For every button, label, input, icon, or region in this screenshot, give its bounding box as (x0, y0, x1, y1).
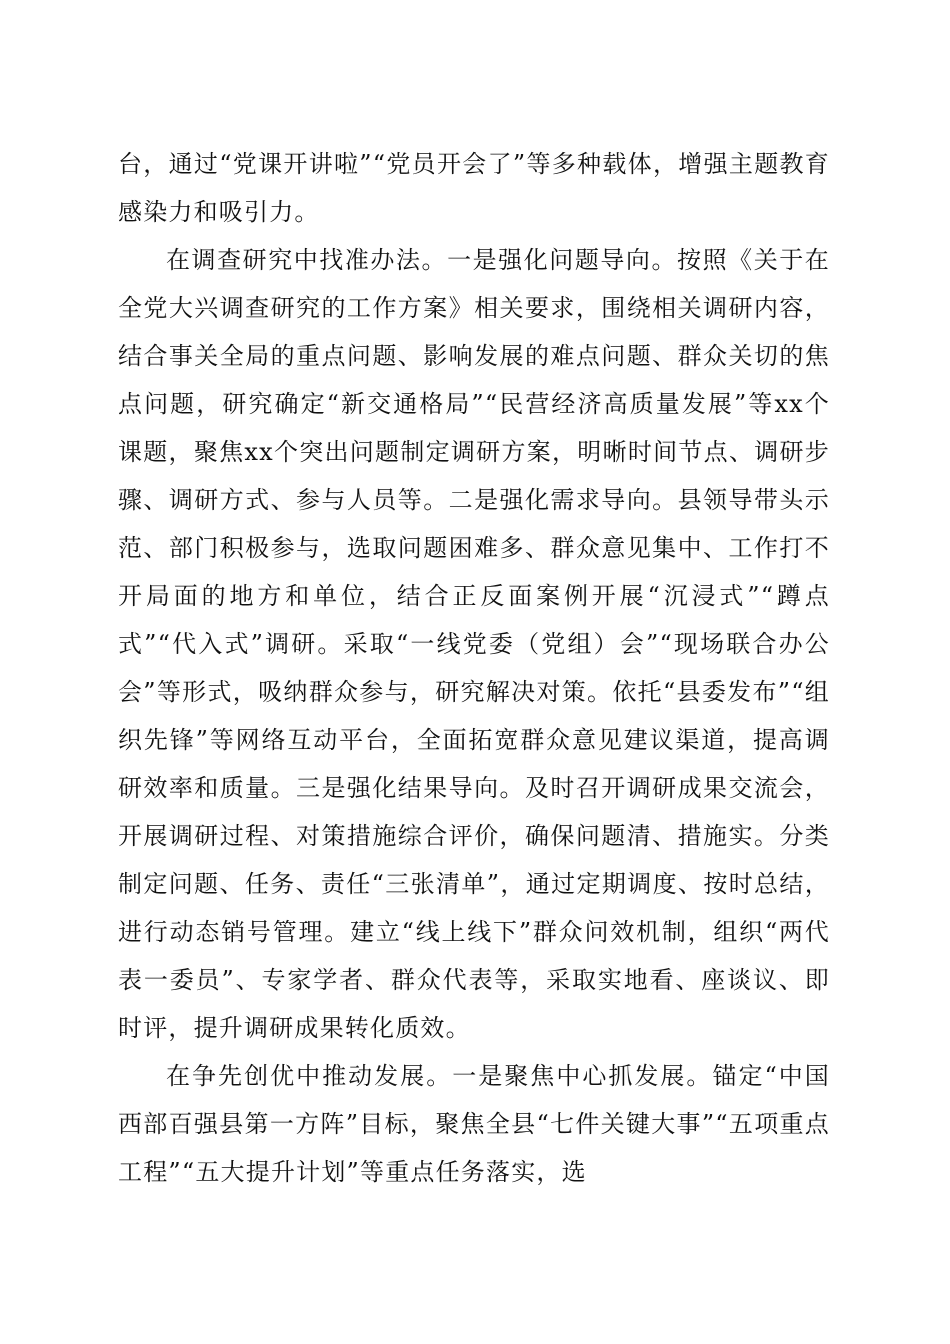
paragraph-research: 在调查研究中找准办法。一是强化问题导向。按照《关于在全党大兴调查研究的工作方案》相关要求，围绕相关调研内容，结合事关全局的重点问题、影响发展的难点问题、群众关切的焦点问题，研究确定“新交通格局”“民营经济高质量发展”等xx个课题，聚焦xx个突出问题制定调研方案，明晰时间节点、调研步骤、调研方式、参与人员等。二是强化需求导向。县领导带头示范、部门积极参与，选取问题困难多、群众意见集中、工作打不开局面的地方和单位，结合正反面案例开展“沉浸式”“蹲点式”“代入式”调研。采取“一线党委（党组）会”“现场联合办公会”等形式，吸纳群众参与，研究解决对策。依托“县委发布”“组织先锋”等网络互动平台，全面拓宽群众意见建议渠道，提高调研效率和质量。三是强化结果导向。及时召开调研成果交流会，开展调研过程、对策措施综合评价，确保问题清、措施实。分类制定问题、任务、责任“三张清单”，通过定期调度、按时总结，进行动态销号管理。建立“线上线下”群众问效机制，组织“两代表一委员”、专家学者、群众代表等，采取实地看、座谈议、即时评，提升调研成果转化质效。 (118, 246, 830, 1042)
document-body (118, 140, 830, 1196)
paragraph-continuation: 台，通过“党课开讲啦”“党员开会了”等多种载体，增强主题教育感染力和吸引力。 (118, 150, 830, 226)
paragraph-development: 在争先创优中推动发展。一是聚焦中心抓发展。锚定“中国西部百强县第一方阵”目标，聚焦全县“七件关键大事”“五项重点工程”“五大提升计划”等重点任务落实，选 (118, 1062, 830, 1186)
